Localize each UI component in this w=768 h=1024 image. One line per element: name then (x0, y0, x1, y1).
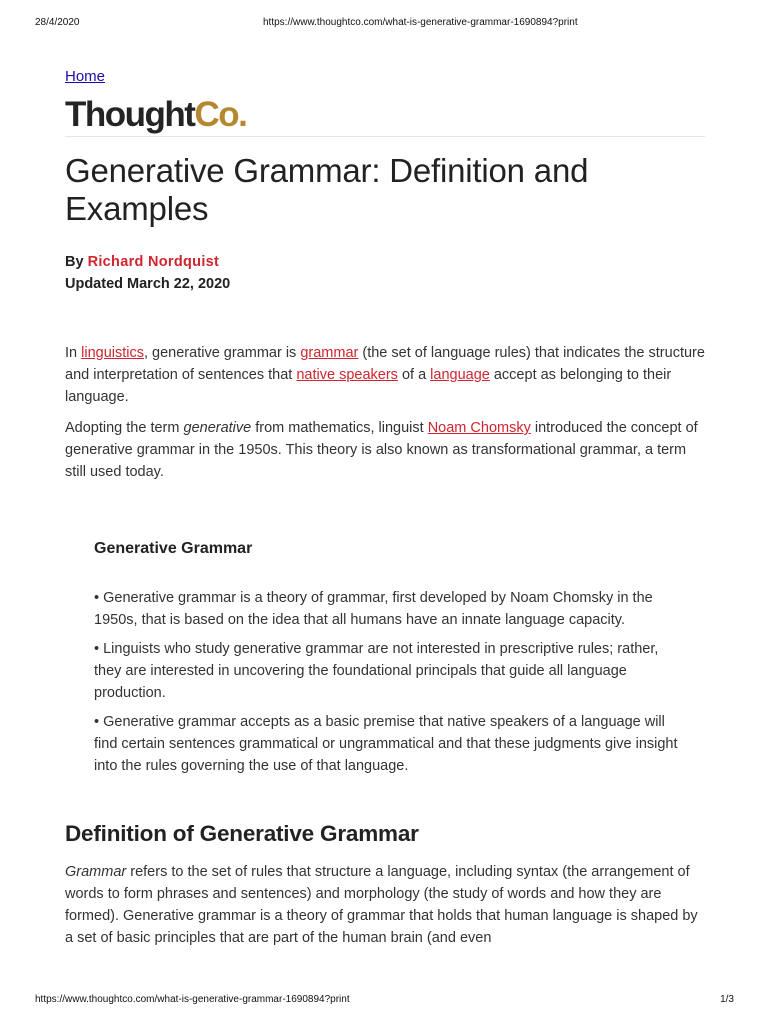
footer-url: https://www.thoughtco.com/what-is-generative-grammar-1690894?print (35, 994, 350, 1005)
text: of a (397, 367, 431, 383)
text: refers to the set of rules that structure a language, including syntax (the arrangement of words to form phrases and sentences) and morphology (the study of words and how they are formed). Generative grammar is a theory of grammar that holds that human language is shaped by a set of basic principles that are part of the human brain (and even (65, 864, 698, 946)
page-number: 1/3 (720, 994, 734, 1005)
callout-heading: Generative Grammar (94, 540, 253, 557)
print-footer (0, 994, 768, 1008)
paragraph-chomsky (65, 417, 705, 483)
author-link[interactable]: Richard Nordquist (87, 254, 220, 270)
text: from mathematics, linguist (251, 420, 428, 436)
link-grammar[interactable]: grammar (300, 345, 359, 361)
text: , generative grammar is (143, 345, 301, 361)
callout-bullet: • Linguists who study generative grammar are not interested in prescriptive rules; rather, they are interested in uncovering the foundational principals that guide all language production. (94, 641, 659, 701)
link-linguistics[interactable]: linguistics (81, 345, 144, 361)
logo-part-co: Co (194, 95, 239, 134)
by-label: By (65, 254, 88, 270)
article-title: Generative Grammar: Definition and Examples (65, 152, 589, 227)
updated-date: Updated March 22, 2020 (65, 276, 231, 292)
print-url: https://www.thoughtco.com/what-is-generative-grammar-1690894?print (263, 17, 578, 28)
home-link[interactable]: Home (65, 68, 106, 85)
byline (65, 251, 705, 273)
article-content (65, 66, 705, 949)
link-native-speakers[interactable]: native speakers (296, 367, 398, 383)
print-header (0, 17, 768, 31)
link-language[interactable]: language (430, 367, 490, 383)
text: (the set of language rules) that indicates the structure and interpretation of sentences that (65, 345, 705, 383)
text: In (65, 345, 82, 361)
section-heading: Definition of Generative Grammar (65, 821, 419, 846)
callout-bullet: • Generative grammar is a theory of grammar, first developed by Noam Chomsky in the 1950s, that is based on the idea that all humans have an innate language capacity. (94, 590, 653, 628)
emphasis-text: Grammar (65, 864, 127, 880)
logo-dot: . (238, 95, 247, 134)
paragraph-intro (65, 342, 705, 408)
text: introduced the concept of generative grammar in the 1950s. This theory is also known as transformational grammar, a term still used today. (65, 420, 698, 480)
key-takeaways-callout (65, 540, 684, 777)
emphasis-text: generative (183, 420, 252, 436)
logo-part-thought: Thought (65, 95, 195, 134)
print-date: 28/4/2020 (35, 17, 80, 28)
thoughtco-logo[interactable] (65, 92, 705, 134)
header-divider (65, 136, 705, 137)
paragraph-definition (65, 861, 705, 949)
callout-bullet: • Generative grammar accepts as a basic premise that native speakers of a language will find certain sentences grammatical or ungrammatical and that these judgments give insight into the rules governing the use of that language. (94, 714, 678, 774)
link-noam-chomsky[interactable]: Noam Chomsky (427, 420, 531, 436)
text: accept as belonging to their language. (65, 367, 672, 405)
text: Adopting the term (65, 420, 184, 436)
